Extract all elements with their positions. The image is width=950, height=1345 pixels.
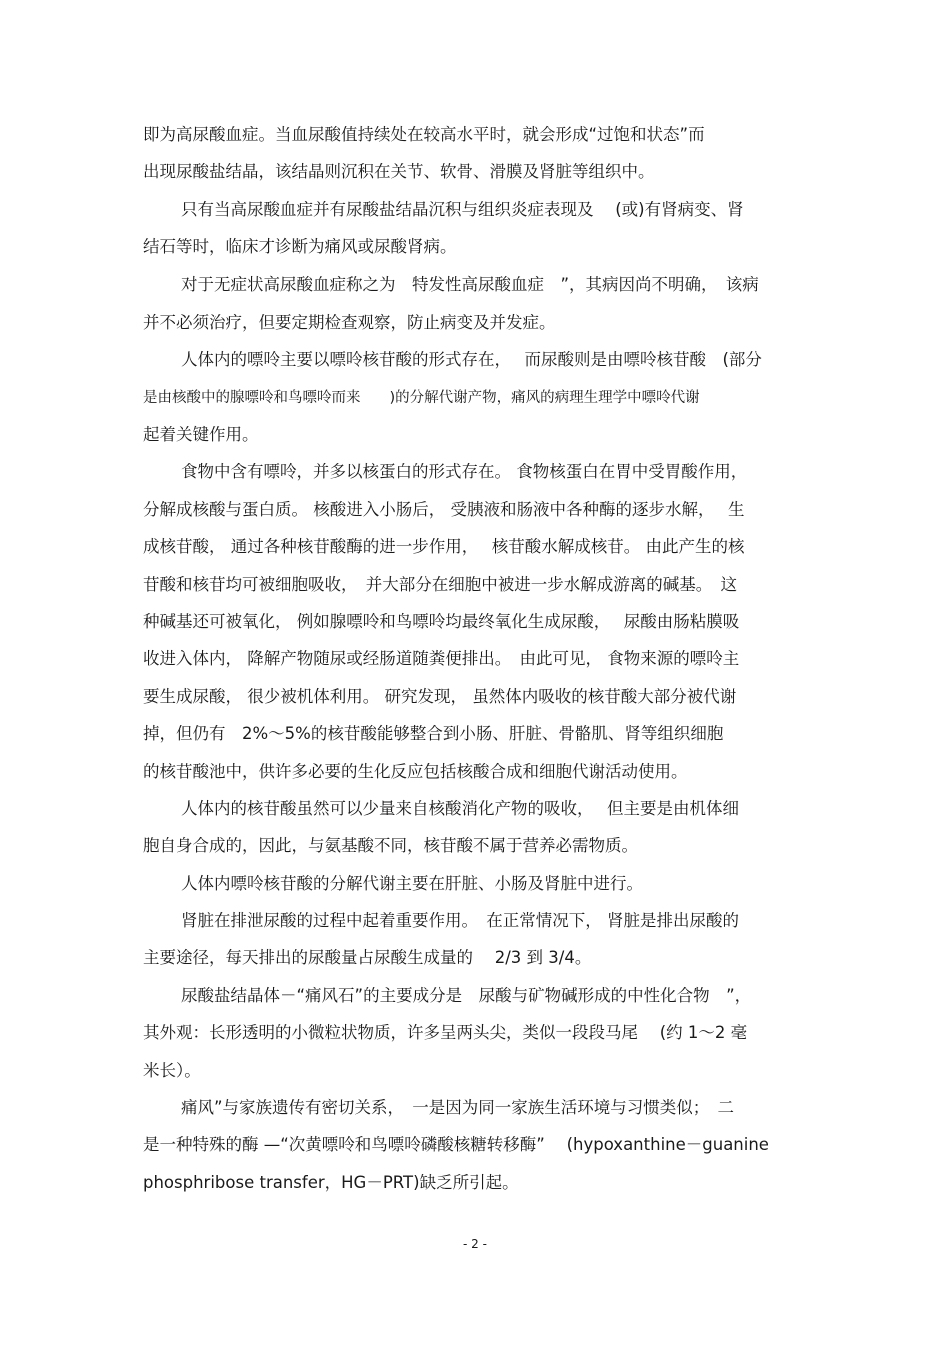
text-line: 分解成核酸与蛋白质。 核酸进入小肠后， 受胰液和肠液中各种酶的逐步水解， 生 — [143, 500, 745, 519]
text-line: 胞自身合成的，因此，与氨基酸不同，核苷酸不属于营养必需物质。 — [143, 836, 638, 855]
text-line: 种碱基还可被氧化， 例如腺嘌呤和鸟嘌呤均最终氧化生成尿酸， 尿酸由肠粘膜吸 — [143, 612, 740, 631]
text-line: 对于无症状高尿酸血症称之为 特发性高尿酸血症 ”，其病因尚不明确， 该病 — [181, 275, 759, 294]
text-line: 结石等时，临床才诊断为痛风或尿酸肾病。 — [143, 237, 457, 256]
text-line: 要生成尿酸， 很少被机体利用。 研究发现， 虽然体内吸收的核苷酸大部分被代谢 — [143, 687, 737, 706]
text-line: 出现尿酸盐结晶，该结晶则沉积在关节、软骨、滑膜及肾脏等组织中。 — [143, 162, 655, 181]
text-line: 起着关键作用。 — [143, 425, 259, 444]
text-line: 其外观：长形透明的小微粒状物质，许多呈两头尖，类似一段段马尾 (约 1～2 毫 — [143, 1023, 748, 1042]
text-line: 人体内的核苷酸虽然可以少量来自核酸消化产物的吸收， 但主要是由机体细 — [181, 799, 739, 818]
page-number: - 2 - — [463, 1237, 487, 1251]
text-line: 掉，但仍有 2%～5%的核苷酸能够整合到小肠、肝脏、骨骼肌、肾等组织细胞 — [143, 724, 724, 743]
text-line: 成核苷酸， 通过各种核苷酸酶的进一步作用， 核苷酸水解成核苷。 由此产生的核 — [143, 537, 745, 556]
text-line: 的核苷酸池中，供许多必要的生化反应包括核酸合成和细胞代谢活动使用。 — [143, 762, 688, 781]
text-line: 人体内嘌呤核苷酸的分解代谢主要在肝脏、小肠及肾脏中进行。 — [181, 874, 643, 893]
text-line: phosphribose transfer，HG－PRT)缺乏所引起。 — [143, 1173, 519, 1192]
text-line: 苷酸和核苷均可被细胞吸收， 并大部分在细胞中被进一步水解成游离的碱基。 这 — [143, 575, 737, 594]
text-line: 主要途径，每天排出的尿酸量占尿酸生成量的 2/3 到 3/4。 — [143, 948, 592, 967]
text-line: 是一种特殊的酶 —“次黄嘌呤和鸟嘌呤磷酸核糖转移酶” (hypoxanthine－guanine — [143, 1135, 769, 1154]
text-line: 食物中含有嘌呤，并多以核蛋白的形式存在。 食物核蛋白在胃中受胃酸作用， — [181, 462, 748, 481]
text-line: 是由核酸中的腺嘌呤和鸟嘌呤而来 )的分解代谢产物，痛风的病理生理学中嘌呤代谢 — [143, 390, 700, 406]
text-line: 米长）。 — [143, 1061, 201, 1080]
text-line: 收进入体内， 降解产物随尿或经肠道随粪便排出。 由此可见， 食物来源的嘌呤主 — [143, 649, 740, 668]
text-line: 并不必须治疗，但要定期检查观察，防止病变及并发症。 — [143, 313, 556, 332]
text-line: 只有当高尿酸血症并有尿酸盐结晶沉积与组织炎症表现及 (或)有肾病变、肾 — [181, 200, 744, 219]
text-line: 痛风”与家族遗传有密切关系， 一是因为同一家族生活环境与习惯类似； 二 — [181, 1098, 735, 1117]
text-line: 人体内的嘌呤主要以嘌呤核苷酸的形式存在， 而尿酸则是由嘌呤核苷酸 (部分 — [181, 350, 762, 369]
text-line: 即为高尿酸血症。当血尿酸值持续处在较高水平时，就会形成“过饱和状态”而 — [143, 125, 705, 144]
text-line: 肾脏在排泄尿酸的过程中起着重要作用。 在正常情况下， 肾脏是排出尿酸的 — [181, 911, 739, 930]
text-line: 尿酸盐结晶体－“痛风石”的主要成分是 尿酸与矿物碱形成的中性化合物 ”， — [181, 986, 752, 1005]
